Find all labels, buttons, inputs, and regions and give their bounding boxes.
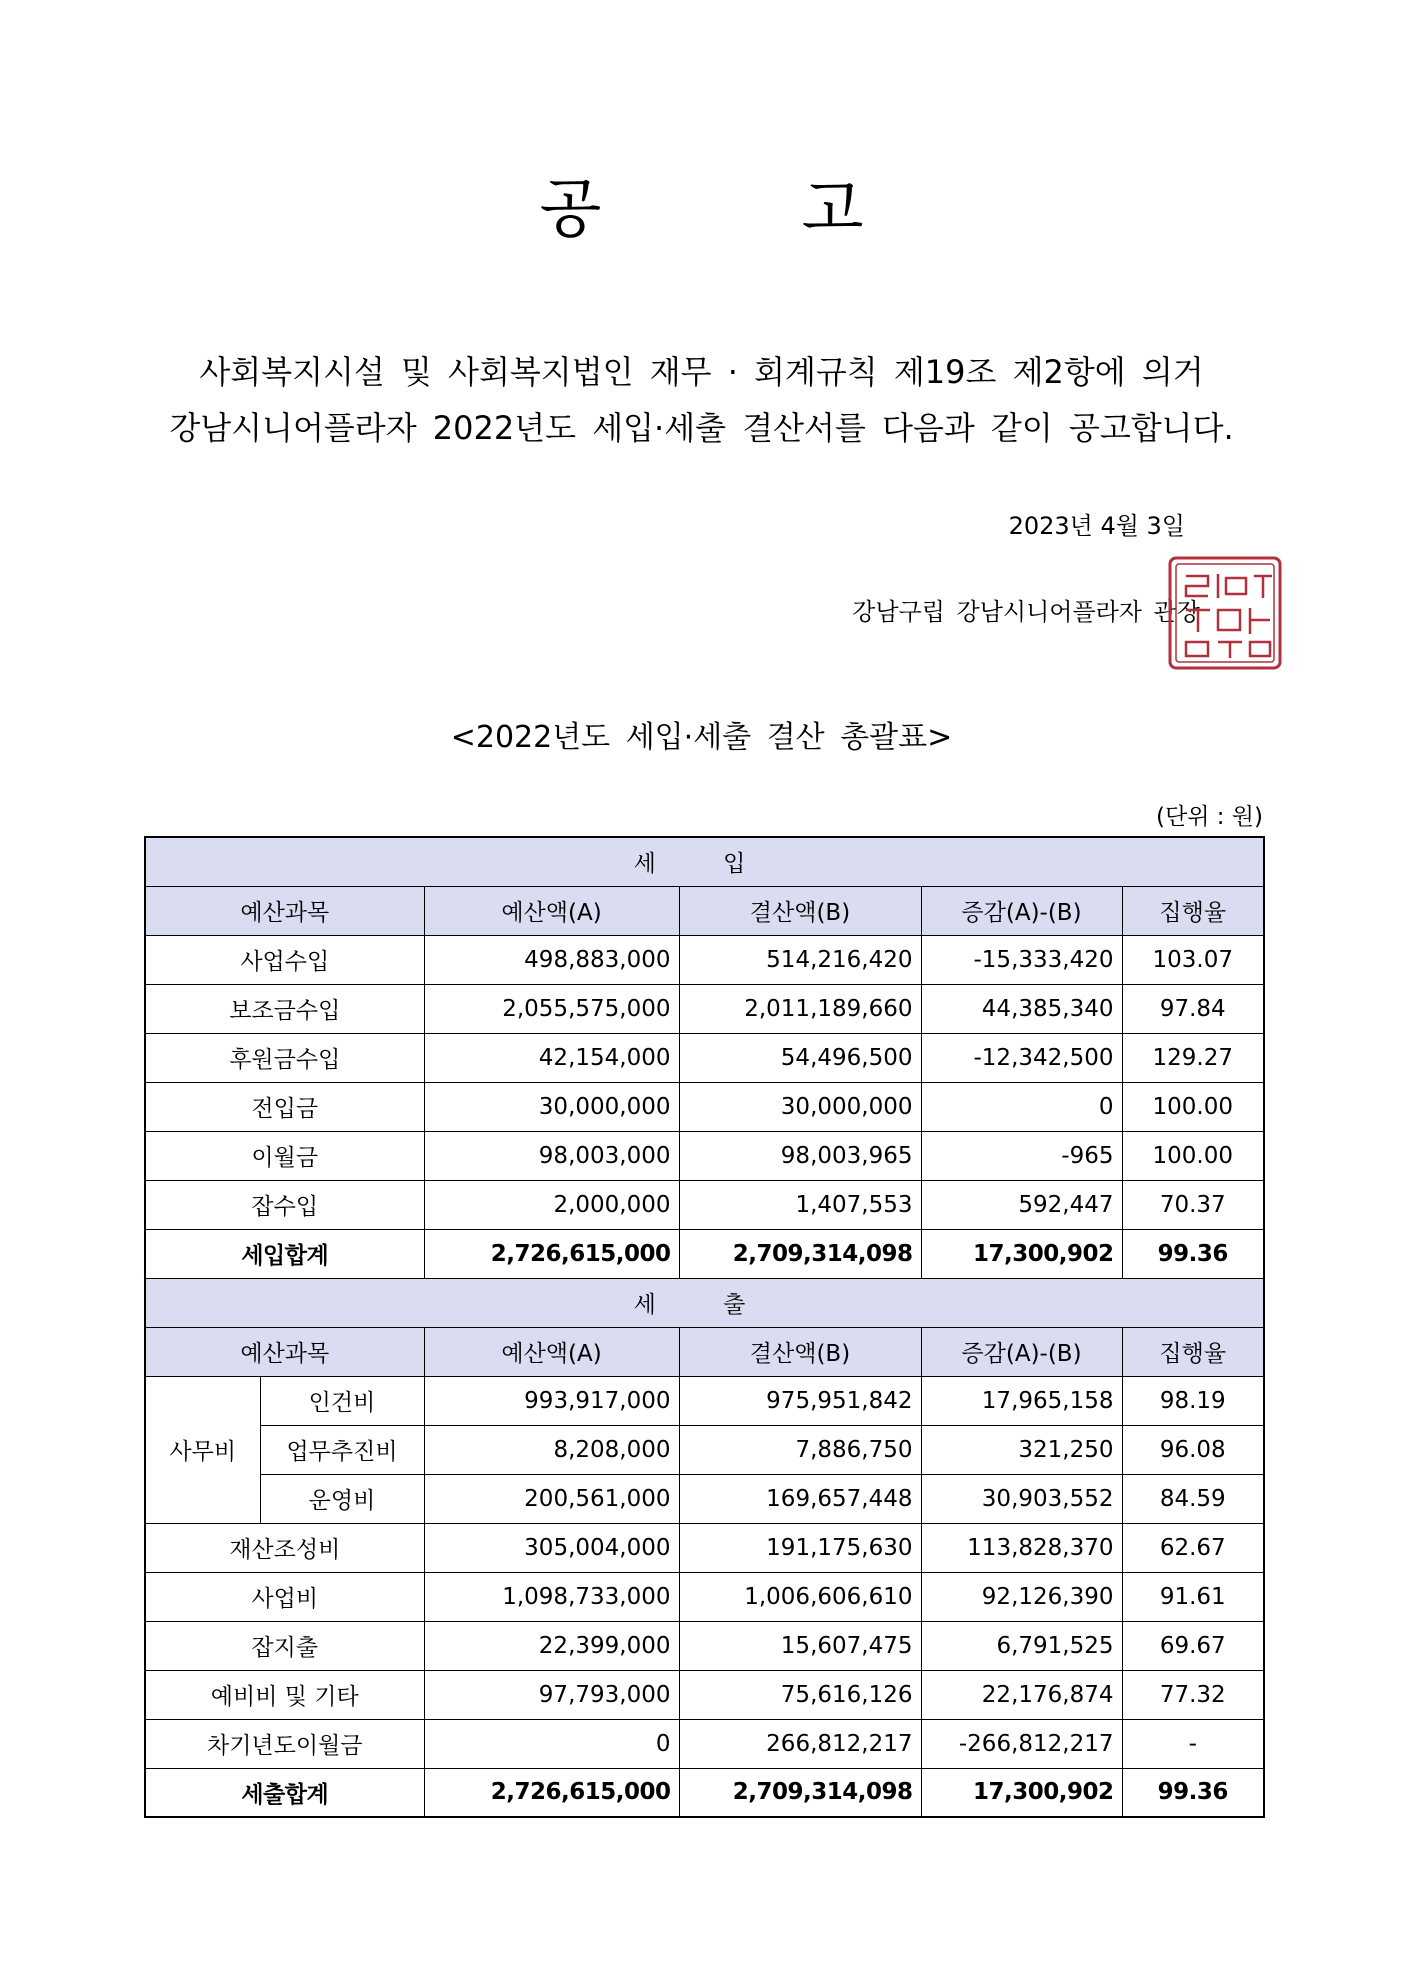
account-name-cell: 사업수입 [145,935,424,984]
rate-cell: 69.67 [1122,1621,1264,1670]
rate-cell: 62.67 [1122,1523,1264,1572]
rate-cell: 77.32 [1122,1670,1264,1719]
diff-cell: 17,300,902 [921,1768,1122,1817]
rate-cell: 98.19 [1122,1376,1264,1425]
settled-cell: 15,607,475 [679,1621,921,1670]
rate-cell: 70.37 [1122,1180,1264,1229]
column-header-rate: 집행율 [1122,886,1264,935]
group-label-cell: 사무비 [145,1376,260,1523]
budget-cell: 2,726,615,000 [424,1229,679,1278]
diff-cell: -15,333,420 [921,935,1122,984]
table-row [145,935,1264,984]
settled-cell: 7,886,750 [679,1425,921,1474]
budget-cell: 30,000,000 [424,1082,679,1131]
diff-cell: 6,791,525 [921,1621,1122,1670]
settled-cell: 54,496,500 [679,1033,921,1082]
budget-cell: 97,793,000 [424,1670,679,1719]
column-header-budget: 예산액(A) [424,1327,679,1376]
table-row [145,1131,1264,1180]
budget-cell: 98,003,000 [424,1131,679,1180]
account-name-cell: 차기년도이월금 [145,1719,424,1768]
table-row [145,1719,1264,1768]
rate-cell: 91.61 [1122,1572,1264,1621]
account-name-cell: 사업비 [145,1572,424,1621]
table-row [145,1376,1264,1425]
account-name-cell: 이월금 [145,1131,424,1180]
expense-section-row [145,1278,1264,1327]
intro-line-2: 강남시니어플라자 2022년도 세입·세출 결산서를 다음과 같이 공고합니다. [169,409,1234,447]
rate-cell: 96.08 [1122,1425,1264,1474]
table-row [145,984,1264,1033]
budget-cell: 2,000,000 [424,1180,679,1229]
account-name-cell: 세입합계 [145,1229,424,1278]
diff-cell: 44,385,340 [921,984,1122,1033]
account-name-cell: 잡지출 [145,1621,424,1670]
diff-cell: 17,965,158 [921,1376,1122,1425]
rate-cell: 100.00 [1122,1082,1264,1131]
budget-cell: 22,399,000 [424,1621,679,1670]
settled-cell: 266,812,217 [679,1719,921,1768]
notice-title: 공 고 [539,173,954,247]
budget-cell: 498,883,000 [424,935,679,984]
table-row [145,1523,1264,1572]
settled-cell: 1,006,606,610 [679,1572,921,1621]
column-header-settled: 결산액(B) [679,1327,921,1376]
notice-date: 2023년 4월 3일 [1008,512,1185,540]
column-header-budget: 예산액(A) [424,886,679,935]
budget-cell: 2,726,615,000 [424,1768,679,1817]
account-name-cell: 후원금수입 [145,1033,424,1082]
diff-cell: 17,300,902 [921,1229,1122,1278]
rate-cell: 99.36 [1122,1768,1264,1817]
settled-cell: 75,616,126 [679,1670,921,1719]
table-row [145,1425,1264,1474]
rate-cell: - [1122,1719,1264,1768]
budget-cell: 2,055,575,000 [424,984,679,1033]
account-name-cell: 운영비 [260,1474,424,1523]
table-row [145,1474,1264,1523]
official-seal-icon [1166,554,1284,672]
settled-cell: 169,657,448 [679,1474,921,1523]
settled-cell: 975,951,842 [679,1376,921,1425]
settled-cell: 98,003,965 [679,1131,921,1180]
budget-cell: 305,004,000 [424,1523,679,1572]
rate-cell: 99.36 [1122,1229,1264,1278]
budget-cell: 200,561,000 [424,1474,679,1523]
account-name-cell: 인건비 [260,1376,424,1425]
total-row [145,1768,1264,1817]
table-row [145,1180,1264,1229]
budget-cell: 1,098,733,000 [424,1572,679,1621]
account-name-cell: 예비비 및 기타 [145,1670,424,1719]
account-name-cell: 업무추진비 [260,1425,424,1474]
rate-cell: 103.07 [1122,935,1264,984]
settled-cell: 2,709,314,098 [679,1229,921,1278]
table-row [145,1033,1264,1082]
table-row [145,1670,1264,1719]
account-name-cell: 잡수입 [145,1180,424,1229]
diff-cell: -965 [921,1131,1122,1180]
diff-cell: 30,903,552 [921,1474,1122,1523]
rate-cell: 97.84 [1122,984,1264,1033]
unit-label: (단위 : 원) [1156,804,1263,830]
table-title: <2022년도 세입·세출 결산 총괄표> [450,720,953,755]
diff-cell: 22,176,874 [921,1670,1122,1719]
budget-cell: 0 [424,1719,679,1768]
section-label: 세 출 [145,1278,1264,1327]
diff-cell: 0 [921,1082,1122,1131]
budget-cell: 8,208,000 [424,1425,679,1474]
column-header-diff: 증감(A)-(B) [921,1327,1122,1376]
section-label: 세 입 [145,837,1264,886]
header-row [145,1327,1264,1376]
settled-cell: 1,407,553 [679,1180,921,1229]
diff-cell: 321,250 [921,1425,1122,1474]
settled-cell: 30,000,000 [679,1082,921,1131]
table-row [145,1621,1264,1670]
budget-cell: 993,917,000 [424,1376,679,1425]
column-header-settled: 결산액(B) [679,886,921,935]
header-row [145,886,1264,935]
diff-cell: 113,828,370 [921,1523,1122,1572]
diff-cell: -12,342,500 [921,1033,1122,1082]
settled-cell: 191,175,630 [679,1523,921,1572]
settled-cell: 514,216,420 [679,935,921,984]
rate-cell: 84.59 [1122,1474,1264,1523]
account-name-cell: 세출합계 [145,1768,424,1817]
column-header-account: 예산과목 [145,886,424,935]
rate-cell: 129.27 [1122,1033,1264,1082]
notice-intro [0,344,1403,456]
column-header-account: 예산과목 [145,1327,424,1376]
account-name-cell: 재산조성비 [145,1523,424,1572]
settlement-summary-table [144,836,1265,1818]
total-row [145,1229,1264,1278]
table-row [145,1082,1264,1131]
diff-cell: -266,812,217 [921,1719,1122,1768]
table-row [145,1572,1264,1621]
column-header-diff: 증감(A)-(B) [921,886,1122,935]
rate-cell: 100.00 [1122,1131,1264,1180]
diff-cell: 592,447 [921,1180,1122,1229]
diff-cell: 92,126,390 [921,1572,1122,1621]
budget-cell: 42,154,000 [424,1033,679,1082]
column-header-rate: 집행율 [1122,1327,1264,1376]
account-name-cell: 보조금수입 [145,984,424,1033]
notice-issuer: 강남구립 강남시니어플라자 관장 [852,598,1200,626]
intro-line-1: 사회복지시설 및 사회복지법인 재무 · 회계규칙 제19조 제2항에 의거 [199,353,1204,391]
revenue-section-row [145,837,1264,886]
account-name-cell: 전입금 [145,1082,424,1131]
settled-cell: 2,709,314,098 [679,1768,921,1817]
settled-cell: 2,011,189,660 [679,984,921,1033]
